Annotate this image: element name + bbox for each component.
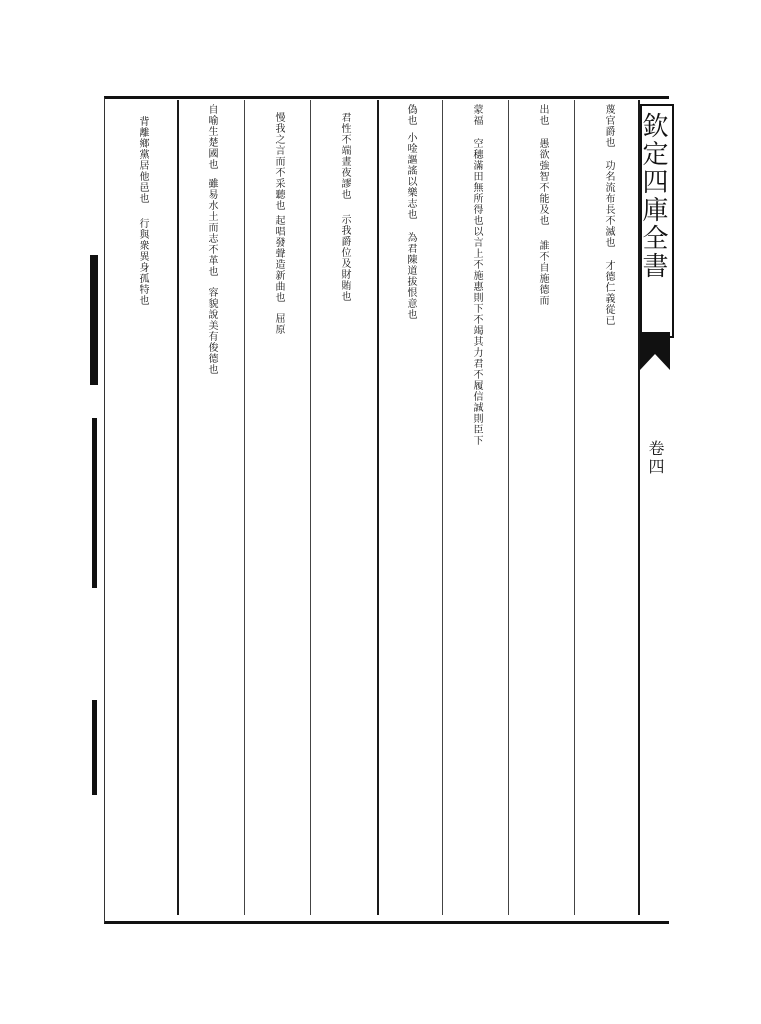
volume-label: 卷四 [646,440,665,476]
commentary-note: 行與衆異身孤特也 [137,218,148,306]
commentary-note: 背離鄉黨居他邑也 [137,116,148,204]
commentary-note: 小唫謳謠以樂志也 [405,132,416,220]
column-rule [244,100,245,915]
commentary-note: 功名流布長不滅也 [603,160,614,248]
commentary-note: 雖易水土而志不革也 [206,178,217,277]
commentary-note: 慢我之言而不采聽也 [273,112,284,211]
book-title-box [640,104,674,338]
commentary-note: 為君陳道拔恨意也 [405,232,416,320]
column-rule [574,100,575,915]
binding-mark [90,255,98,385]
commentary-note: 才德仁義從已 [603,260,614,326]
text-column-5 [314,104,374,912]
commentary-note: 示我爵位及財賄也 [339,214,350,302]
text-column-1 [578,104,638,912]
text-column-3 [446,104,506,912]
commentary-note: 愚欲強智不能及也 [537,138,548,226]
commentary-note: 容貌說美有俊德也 [206,287,217,375]
commentary-note: 君性不端晝夜謬也 [339,112,350,200]
text-column-7 [181,104,241,912]
commentary-note: 出也 [537,104,548,126]
commentary-note: 屈原 [273,313,284,335]
commentary-note: 誰不自施德而 [537,240,548,306]
column-rule [177,100,179,915]
column-rule [310,100,311,915]
text-column-8 [112,104,172,912]
commentary-note: 蔑官爵也 [603,104,614,148]
commentary-note: 自喻生楚國也 [206,104,217,170]
column-rule [442,100,443,915]
binding-mark [92,418,97,588]
text-column-4 [380,104,440,912]
column-rule [377,100,379,915]
text-column-2 [512,104,572,912]
commentary-note: 蒙福 [471,104,482,126]
book-title: 欽定四庫全書 [638,112,668,280]
commentary-note: 起唱發聲造新曲也 [273,215,284,303]
fish-tail-mark-icon [640,332,670,370]
commentary-note: 偽也 [405,104,416,126]
text-column-6 [248,104,308,912]
binding-mark [92,700,97,795]
column-rule [508,100,509,915]
commentary-note: 空穗滿田無所得也以言上不施惠則下不竭其力君不履信誠則臣下 [471,138,482,446]
